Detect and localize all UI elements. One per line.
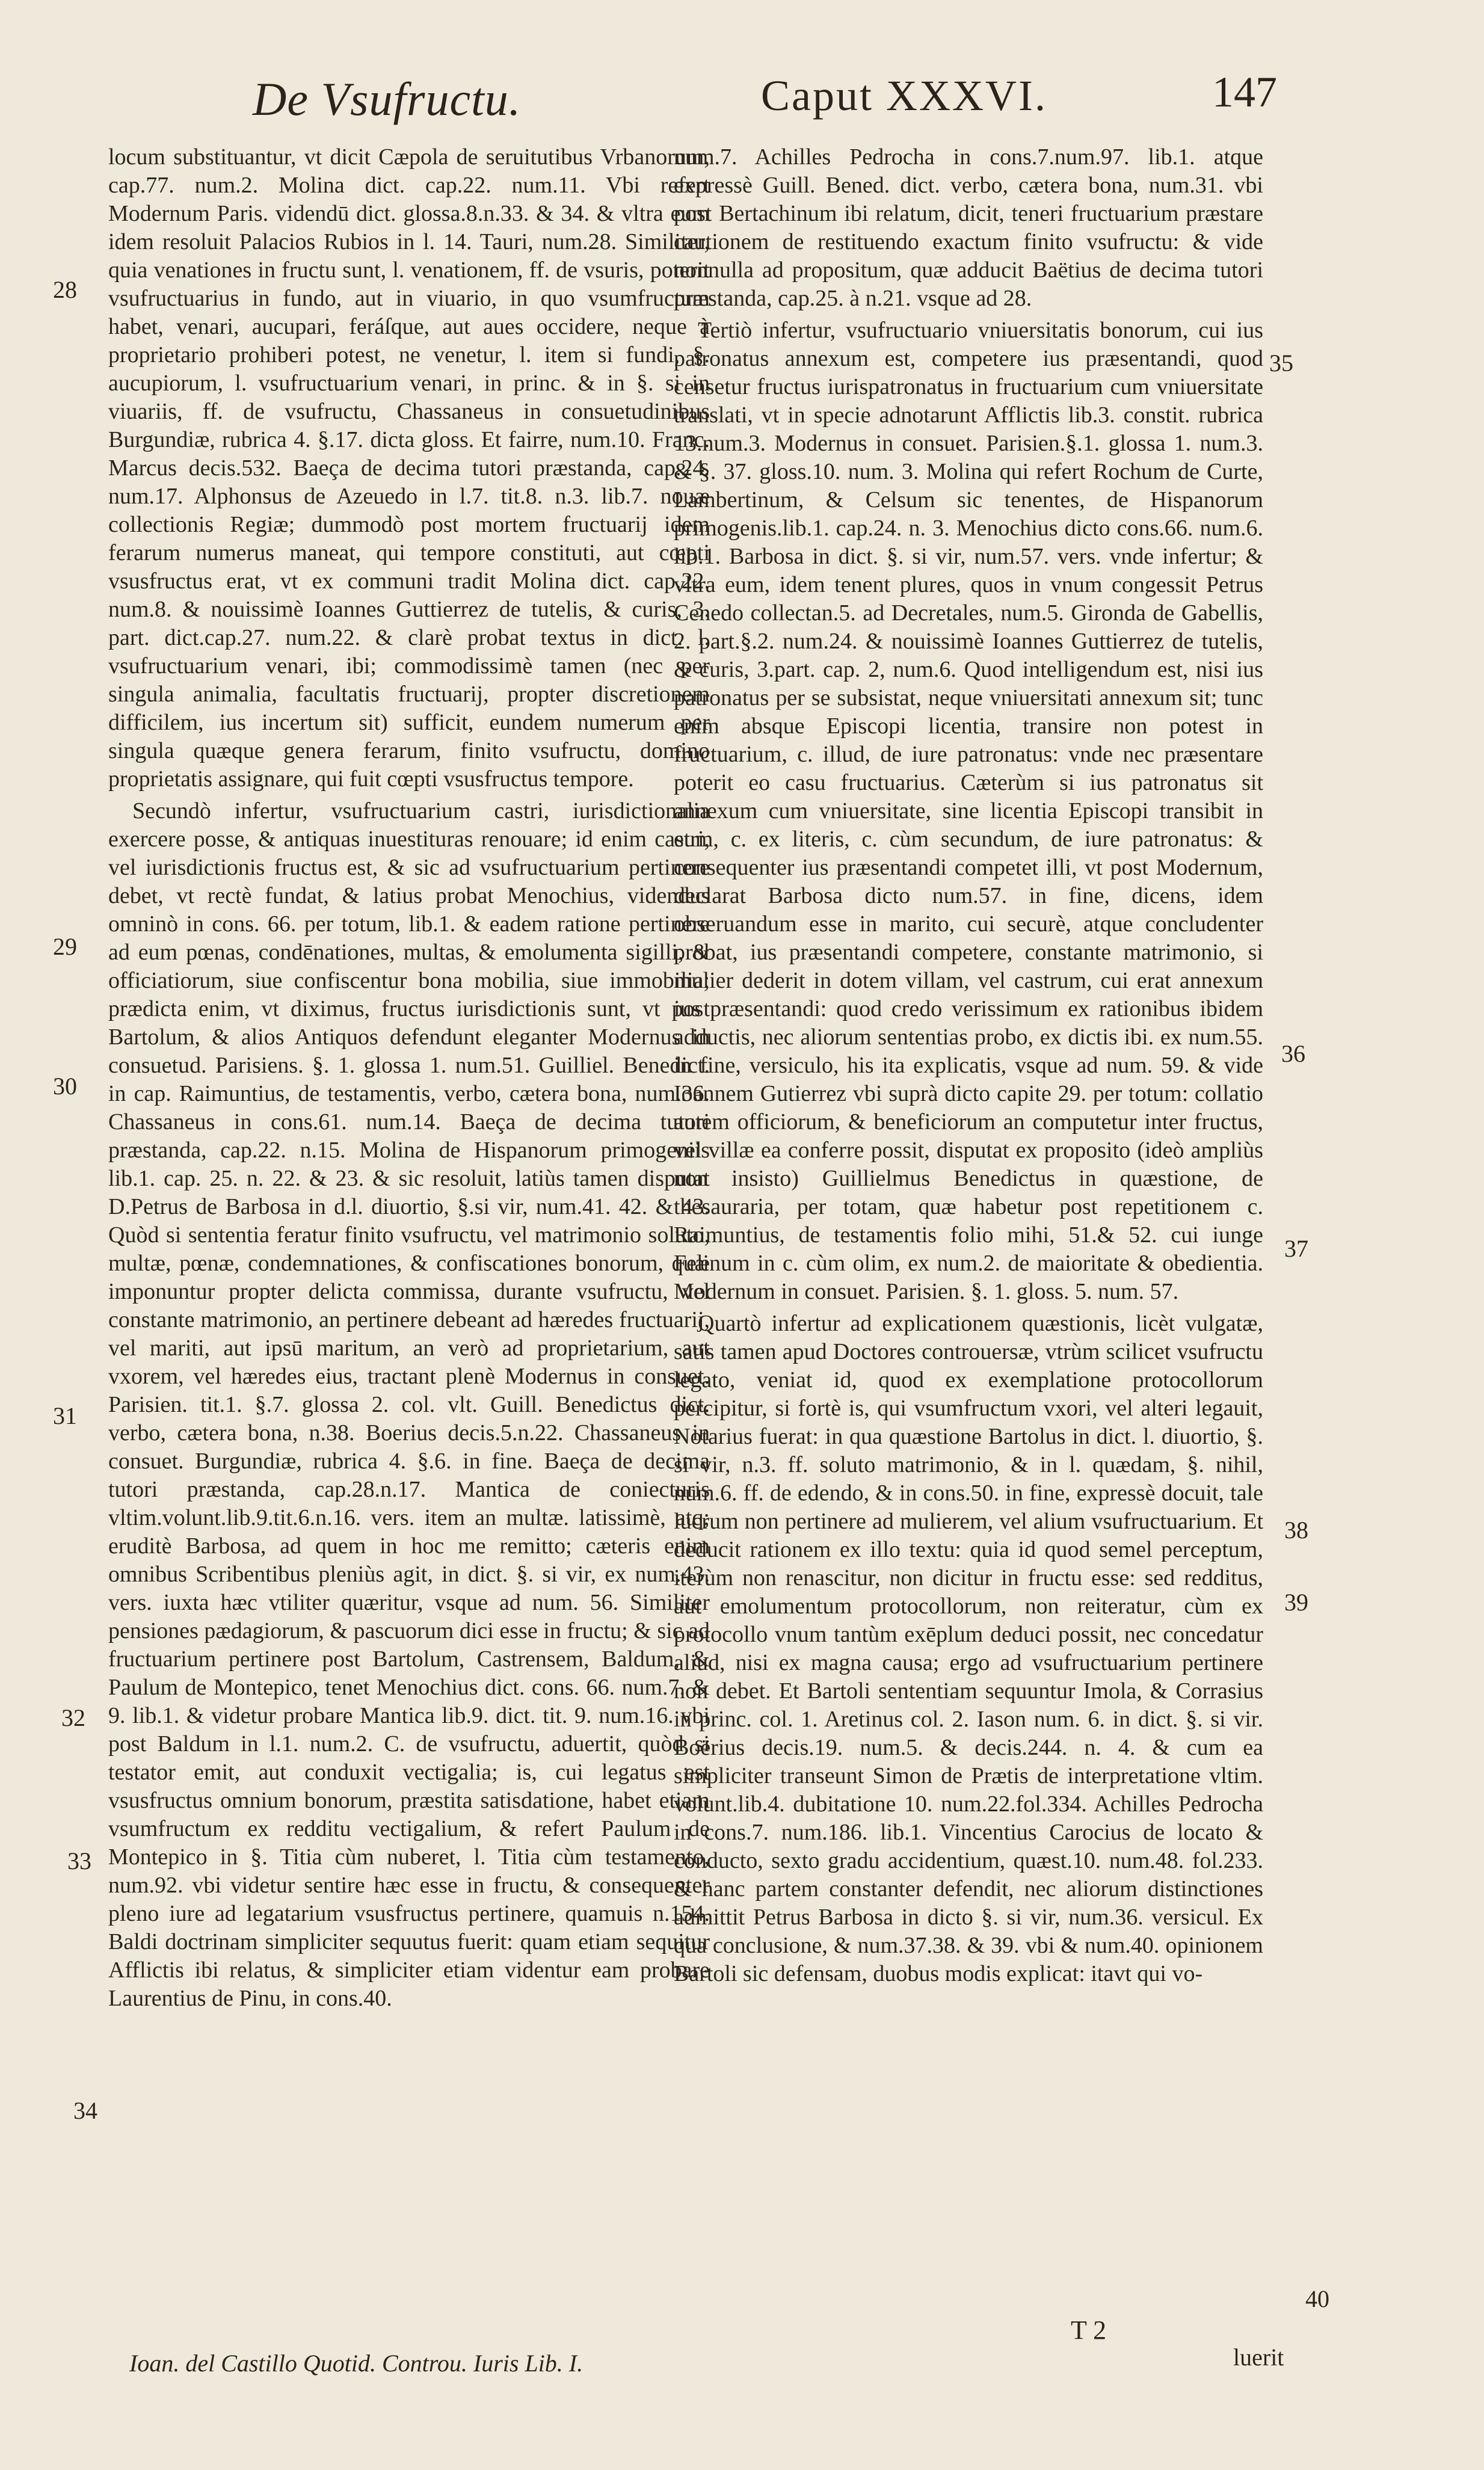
page-header	[0, 0, 1484, 138]
margin-number: 31	[53, 1402, 77, 1429]
margin-number: 30	[53, 1073, 77, 1100]
margin-number: 28	[53, 276, 77, 303]
margin-number: 40	[1305, 2285, 1329, 2312]
margin-number: 38	[1284, 1517, 1308, 1544]
margin-number: 29	[53, 933, 77, 960]
running-title-footer: Ioan. del Castillo Quotid. Controu. Iuris Lib. I.	[129, 2350, 583, 2377]
margin-number: 35	[1269, 350, 1293, 377]
margin-number: 32	[61, 1704, 85, 1731]
margin-number: 36	[1281, 1040, 1305, 1067]
margin-number: 34	[73, 2097, 97, 2124]
right-column	[674, 143, 1263, 2345]
left-column	[108, 143, 710, 2345]
right-paragraph-2: Tertiò infertur, vsufructuario vniuersitatis bonorum, cui ius patronatus annexum est, competere ius præsentandi, quod censetur fructus iurispatronatus in fructuarium cum vniuersitate translati, vt in specie adnotarunt Afflictis lib.3. constit. rubrica 13.num.3. Modernus in consuet. Parisien.§.1. glossa 1. num.3. & §. 37. gloss.10. num. 3. Molina qui refert Rochum de Curte, Lambertinum, & Celsum sic tenentes, de Hispanorum primogenis.lib.1. cap.24. n. 3. Menochius dicto cons.66. num.6. lib.1. Barbosa in dict. §. si vir, num.57. vers. vnde infertur; & vltra eum, idem tenent plures, quos in vnum congessit Petrus Cenedo collectan.5. ad Decretales, num.5. Gironda de Gabellis, 2. part.§.2. num.24. & nouissimè Ioannes Guttierrez de tutelis, & curis, 3.part. cap. 2, num.6. Quod intelligendum est, nisi ius patronatus per se subsistat, neque vniuersitati annexum sit; tunc enim absque Episcopi licentia, transire non potest in fructuarium, c. illud, de iure patronatus: vnde nec præsentare poterit eo casu fructuarius. Cæterùm si ius patronatus sit annexum cum vniuersitate, sine licentia Episcopi transibit in eum, c. ex literis, c. cùm secundum, de iure patronatus: & consequenter ius præsentandi competet illi, vt post Modernum, declarat Barbosa dicto num.57. in fine, dicens, idem obseruandum esse in marito, cui securè, atque concludenter probat, ius præsentandi competere, constante matrimonio, si mulier dederit in dotem villam, vel castrum, cui erat annexum ius præsentandi: quod credo verissimum ex rationibus ibidem adductis, nec aliorum sententias probo, ex dictis ibi. ex num.55. in fine, versiculo, his ita explicatis, vsque ad num. 59. & vide Ioannem Gutierrez vbi suprà dicto capite 29. per totum: collatio autem officiorum, & beneficiorum an computetur inter fructus, vel villæ ea conferre possit, disputat ex proposito (ideò ampliùs non insisto) Guillielmus Benedictus in quæstione, de thesauraria, per totam, quæ habetur post repetitionem c. Raimuntius, de testamentis folio mihi, 51.& 52. cui iunge Felinum in c. cùm olim, ex num.2. de maioritate & obedientia. Modernum in consuet. Parisien. §. 1. gloss. 5. num. 57.	[674, 318, 1263, 1304]
margin-number: 39	[1284, 1589, 1308, 1616]
chapter-heading: Caput XXXVI.	[761, 72, 1047, 120]
margin-number: 33	[67, 1847, 91, 1874]
left-paragraph-1: locum substituantur, vt dicit Cæpola de seruitutibus Vrbanorum, cap.77. num.2. Molina dict. cap.22. num.11. Vbi refert Modernum Paris. videndū dict. glossa.8.n.33. & 34. & vltra eum idem resoluit Palacios Rubios in l. 14. Tauri, num.28. Similiter, quia venationes in fructu sunt, l. venationem, ff. de vsuris, poterit vsufructuarius in fundo, aut in viuario, in quo vsumfructum habet, venari, aucupari, feráſque, aut aues occidere, neque à proprietario prohiberi potest, ne venetur, l. item si fundi, §. aucupiorum, l. vsufructuarium venari, in princ. & in §. si in viuariis, ff. de vsufructu, Chassaneus in consuetudinibus Burgundiæ, rubrica 4. §.17. dicta gloss. Et fairre, num.10. Franc. Marcus decis.532. Baeça de decima tutori præstanda, cap.24. num.17. Alphonsus de Azeuedo in l.7. tit.8. n.3. lib.7. nouæ collectionis Regiæ; dummodò post mortem fructuarij idem ferarum numerus maneat, qui tempore constituti, aut cœpti vsusfructus erat, vt ex communi tradit Molina dict. cap.22. num.8. & nouissimè Ioannes Guttierrez de tutelis, & curis, 3. part. dict.cap.27. num.22. & clarè probat textus in dict. l. vsufructuarium venari, ibi; commodissimè tamen (nec per singula animalia, facultatis fructuarij, propter discretionem difficilem, ius incertum sit) sufficit, eundem numerum per singula quæque genera ferarum, finito vsufructu, domino proprietatis assignare, qui fuit cœpti vsusfructus tempore.	[108, 144, 710, 792]
running-head-left: De Vsufructu.	[253, 73, 522, 125]
right-paragraph-1: num.7. Achilles Pedrocha in cons.7.num.97. lib.1. atque expressè Guill. Bened. dict. verbo, cætera bona, num.31. vbi post Bertachinum ibi relatum, dicit, teneri fructuarium præstare cautionem de restituendo exactum finito vsufructu: & vide nonnulla ad propositum, quæ adducit Baëtius de decima tutori præstanda, cap.25. à n.21. vsque ad 28.	[674, 144, 1263, 311]
signature-mark: T 2	[1071, 2315, 1107, 2345]
catchword: luerit	[1233, 2344, 1284, 2371]
right-paragraph-3: Quartò infertur ad explicationem quæstionis, licèt vulgatæ, satis tamen apud Doctores controuersæ, vtrùm scilicet vsufructu legato, veniat id, quod ex exemplatione protocollorum percipitur, si fortè is, qui vsumfructum vxori, vel alteri legauit, Notarius fuerat: in qua quæstione Bartolus in dict. l. diuortio, §. si vir, n.3. ff. soluto matrimonio, & in l. quædam, §. nihil, num.6. ff. de edendo, & in cons.50. in fine, expressè docuit, tale lucrum non pertinere ad mulierem, vel alium vsufructuarium. Et deducit rationem ex illo textu: quia id quod semel perceptum, iterùm non renascitur, non dicitur in fructu esse: sed redditus, aut emolumentum protocollorum, non reiteratur, cùm ex protocollo vnum tantùm exēplum deduci possit, nec concedatur aliud, nisi ex magna causa; ergo ad vsufructuarium pertinere non debet. Et Bartoli sententiam sequuntur Imola, & Corrasius in princ. col. 1. Aretinus col. 2. Iason num. 6. in dict. §. si vir. Boërius decis.19. num.5. & decis.244. n. 4. & cum ea simpliciter transeunt Simon de Prætis de interpretatione vltim. volunt.lib.4. dubitatione 10. num.22.fol.334. Achilles Pedrocha in cons.7. num.186. lib.1. Vincentius Carocius de locato & conducto, sexto gradu accidentium, quæst.10. num.48. fol.233. & hanc partem constanter defendit, nec aliorum distinctiones admittit Petrus Barbosa in dicto §. si vir, num.36. versicul. Ex qua conclusione, & num.37.38. & 39. vbi & num.40. opinionem Bartoli sic defensam, duobus modis explicat: itavt qui vo-	[674, 1311, 1263, 1986]
margin-number: 37	[1284, 1235, 1308, 1262]
left-paragraph-2: Secundò infertur, vsufructuarium castri, iurisdictionalia exercere posse, & antiquas inuestituras renouare; id enim castri, vel iurisdictionis fructus est, & sic ad vsufructuarium pertinere debet, vt rectè fundat, & latius probat Menochius, videndus omninò in cons. 66. per totum, lib.1. & eadem ratione pertinere ad eum pœnas, condēnationes, multas, & emolumenta sigilli, & officiatiorum, siue confiscentur bona mobilia, siue immobilia; prædicta enim, vt diximus, fructus iurisdictionis sunt, vt post Bartolum, & alios Antiquos defendunt eleganter Modernus in consuetud. Parisiens. §. 1. glossa 1. num.51. Guilliel. Benedict. in cap. Raimuntius, de testamentis, verbo, cætera bona, num.36. Chassaneus in cons.61. num.14. Baeça de decima tutori præstanda, cap.22. n.15. Molina de Hispanorum primogeniis lib.1. cap. 25. n. 22. & 23. & sic resoluit, latiùs tamen disputat D.Petrus de Barbosa in d.l. diuortio, §.si vir, num.41. 42. & 43. Quòd si sententia feratur finito vsufructu, vel matrimonio soluto, multæ, pœnæ, condemnationes, & confiscationes bonorum, quæ imponuntur propter delicta commissa, durante vsufructu, vel constante matrimonio, an pertinere debeant ad hæredes fructuarij, vel mariti, aut ipsū maritum, an verò ad proprietarium, aut vxorem, vel hæredes eius, tractant plenè Modernus in consuet. Parisien. tit.1. §.7. glossa 2. col. vlt. Guill. Benedictus dict. verbo, cætera bona, n.38. Boerius decis.5.n.22. Chassaneus in consuet. Burgundiæ, rubrica 4. §.6. in fine. Baeça de decima tutori præstanda, cap.28.n.17. Mantica de coniecturis vltim.volunt.lib.9.tit.6.n.16. vers. item an multæ. latissimè, atq; eruditè Barbosa, ad quem in hoc me remitto; cæteris enim omnibus Scribentibus pleniùs agit, in dict. §. si vir, ex num.43. vers. iuxta hæc vtiliter quæritur, vsque ad num. 56. Similiter pensiones pædagiorum, & pascuorum dici esse in fructu; & sic ad fructuarium pertinere post Bartolum, Castrensem, Baldum, & Paulum de Montepico, tenet Menochius dict. cons. 66. num.7. & 9. lib.1. & videtur probare Mantica lib.9. dict. tit. 9. num.16. vbi post Baldum in l.1. num.2. C. de vsufructu, aduertit, quòd si testator emit, aut conduxit vectigalia; is, cui legatus est vsusfructus omnium bonorum, præstita satisdatione, habet etiam vsumfructum ex redditu vectigalium, & refert Paulum de Montepico in §. Titia cùm nuberet, l. Titia cùm testamento, num.92. vbi videtur sentire hæc esse in fructu, & consequenter pleno iure ad legatarium vsusfructus pertinere, quamuis n.154. Baldi doctrinam simpliciter sequutus fuerit: quam etiam sequitur Afflictis ibi relatus, & simpliciter etiam videntur eam probare Laurentius de Pinu, in cons.40.	[108, 798, 710, 2011]
page-number: 147	[1212, 68, 1277, 116]
